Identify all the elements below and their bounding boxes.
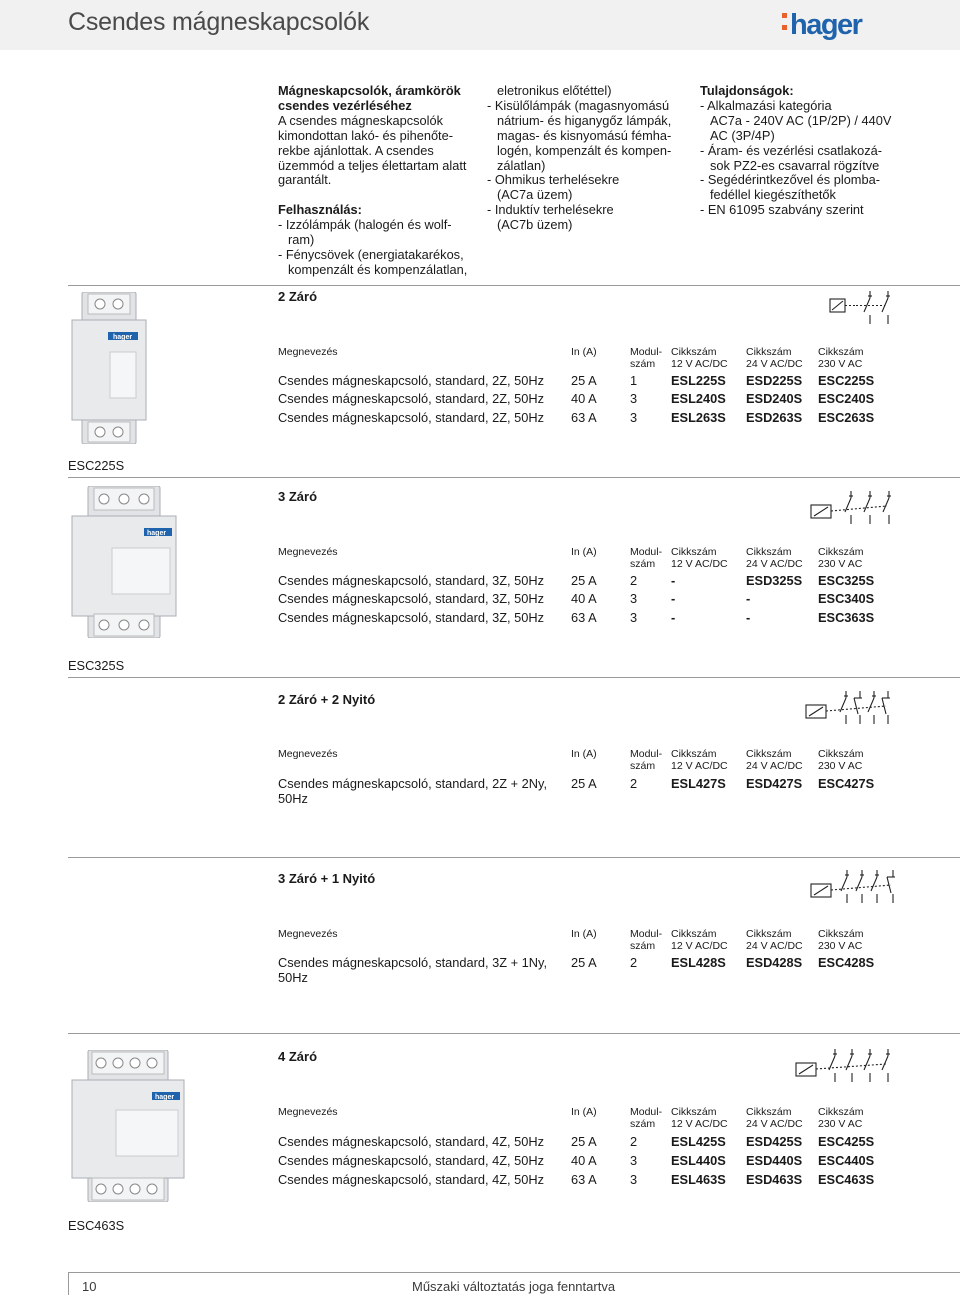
header-code-24v-sub: 24 V AC/DC — [746, 1118, 803, 1130]
header-code-24v-sub: 24 V AC/DC — [746, 940, 803, 952]
row-code-12v: - — [671, 573, 676, 588]
row-name: Csendes mágneskapcsoló, standard, 3Z, 50Hz — [278, 573, 545, 588]
row-code-230v: ESC427S — [818, 776, 875, 791]
header-modules: Modul- — [630, 546, 663, 558]
header-current: In (A) — [571, 1106, 597, 1118]
row-name: Csendes mágneskapcsoló, standard, 3Z, 50Hz — [278, 591, 545, 606]
header-modules-sub: szám — [630, 940, 656, 952]
row-modules: 3 — [630, 1153, 638, 1168]
header-current: In (A) — [571, 346, 597, 358]
header-name: Megnevezés — [278, 1106, 338, 1118]
logo-dot-bottom — [782, 25, 787, 30]
intro-line — [278, 188, 467, 203]
intro-line: logén, kompenzált és kompen- — [497, 142, 672, 158]
row-code-24v: ESD425S — [746, 1134, 803, 1149]
header-name: Megnevezés — [278, 748, 338, 760]
contact-symbol-2z — [826, 290, 896, 324]
row-code-24v: ESD325S — [746, 573, 803, 588]
product-caption: ESC225S — [68, 458, 125, 473]
row-code-24v: ESD427S — [746, 776, 803, 791]
row-code-24v: - — [746, 610, 751, 625]
row-name: Csendes mágneskapcsoló, standard, 2Z, 50Hz — [278, 391, 545, 406]
footer-note: Műszaki változtatás joga fenntartva — [412, 1279, 616, 1294]
logo-dot-top — [782, 13, 787, 18]
row-name: Csendes mágneskapcsoló, standard, 2Z, 50Hz — [278, 410, 545, 425]
intro-line: AC7a - 240V AC (1P/2P) / 440V — [710, 112, 892, 128]
row-code-230v: ESC425S — [818, 1134, 875, 1149]
row-current: 40 A — [571, 391, 597, 406]
intro-line: fedéllel kiegészíthetők — [710, 187, 836, 203]
intro-column-1 — [278, 84, 467, 278]
intro-line: garantált. — [278, 172, 332, 188]
row-modules: 1 — [630, 373, 638, 388]
intro-line: (AC7b üzem) — [497, 217, 573, 233]
row-name: Csendes mágneskapcsoló, standard, 2Z + 2Ny, — [278, 776, 547, 791]
intro-line: kompenzált és kompenzálatlan, — [288, 261, 468, 277]
row-current: 40 A — [571, 1153, 597, 1168]
header-current: In (A) — [571, 748, 597, 760]
row-code-12v: ESL240S — [671, 391, 726, 406]
header-code-24v: Cikkszám — [746, 1106, 792, 1118]
header-code-12v-sub: 12 V AC/DC — [671, 940, 728, 952]
header-code-12v: Cikkszám — [671, 928, 717, 940]
svg-text:hager: hager — [155, 1094, 175, 1101]
row-code-24v: ESD440S — [746, 1153, 803, 1168]
header-modules: Modul- — [630, 748, 663, 760]
logo-text: hager — [790, 9, 862, 41]
intro-line: - Fénycsövek (energiatakarékos, — [278, 246, 464, 262]
row-code-230v: ESC340S — [818, 591, 875, 606]
row-code-12v: ESL425S — [671, 1134, 726, 1149]
section-title: 3 Záró + 1 Nyitó — [278, 871, 376, 886]
header-code-12v-sub: 12 V AC/DC — [671, 1118, 728, 1130]
row-current: 25 A — [571, 373, 597, 388]
intro-line: - EN 61095 szabvány szerint — [700, 202, 864, 218]
row-code-230v: ESC263S — [818, 410, 875, 425]
separator — [68, 285, 960, 286]
row-code-12v: - — [671, 610, 676, 625]
intro-line: magas- és kisnyomású fémha- — [497, 127, 672, 143]
row-code-12v: ESL428S — [671, 955, 726, 970]
intro-line: Tulajdonságok: — [700, 83, 794, 98]
header-current: In (A) — [571, 928, 597, 940]
hager-logo — [780, 5, 880, 45]
intro-line: sok PZ2-es csavarral rögzítve — [710, 157, 880, 173]
row-code-24v: ESD240S — [746, 391, 803, 406]
row-code-230v: ESC240S — [818, 391, 875, 406]
intro-line: - Áram- és vezérlési csatlakozá- — [700, 142, 883, 158]
row-modules: 2 — [630, 955, 638, 970]
header-modules-sub: szám — [630, 358, 656, 370]
page-number: 10 — [82, 1279, 97, 1294]
header-code-230v: Cikkszám — [818, 1106, 864, 1118]
intro-line: csendes vezérléséhez — [278, 97, 412, 113]
header-code-24v: Cikkszám — [746, 346, 792, 358]
header-code-24v: Cikkszám — [746, 546, 792, 558]
header-code-12v-sub: 12 V AC/DC — [671, 558, 728, 570]
section-title: 4 Záró — [278, 1049, 318, 1064]
intro-line: AC (3P/4P) — [710, 127, 775, 143]
header-code-230v-sub: 230 V AC — [818, 1118, 863, 1130]
product-image-2z — [68, 292, 150, 444]
intro-line: (AC7a üzem) — [497, 187, 573, 203]
row-current: 63 A — [571, 1172, 597, 1187]
row-modules: 2 — [630, 776, 638, 791]
header-code-24v-sub: 24 V AC/DC — [746, 558, 803, 570]
header-code-230v-sub: 230 V AC — [818, 760, 863, 772]
intro-line: zálatlan) — [497, 157, 546, 173]
row-code-230v: ESC225S — [818, 373, 875, 388]
intro-line: - Segédérintkezővel és plomba- — [700, 172, 880, 188]
intro-line: kimondottan lakó- és pihenőte- — [278, 127, 453, 143]
section-title: 2 Záró + 2 Nyitó — [278, 692, 376, 707]
header-modules: Modul- — [630, 1106, 663, 1118]
contact-symbol-3z-1ny — [807, 869, 897, 903]
row-code-230v: ESC440S — [818, 1153, 875, 1168]
row-name: Csendes mágneskapcsoló, standard, 3Z + 1Ny, — [278, 955, 547, 970]
header-code-230v-sub: 230 V AC — [818, 558, 863, 570]
row-modules: 2 — [630, 573, 638, 588]
row-modules: 3 — [630, 391, 638, 406]
intro-line: - Alkalmazási kategória — [700, 97, 832, 113]
intro-line: - Induktív terhelésekre — [487, 202, 614, 218]
contact-symbol-2z-2ny — [802, 690, 895, 724]
row-name: Csendes mágneskapcsoló, standard, 3Z, 50Hz — [278, 610, 545, 625]
header-code-12v-sub: 12 V AC/DC — [671, 358, 728, 370]
row-name: Csendes mágneskapcsoló, standard, 4Z, 50Hz — [278, 1134, 545, 1149]
intro-line: - Izzólámpák (halogén és wolf- — [278, 217, 452, 233]
header-code-12v: Cikkszám — [671, 748, 717, 760]
row-code-230v: ESC325S — [818, 573, 875, 588]
row-current: 63 A — [571, 410, 597, 425]
row-name-cont: 50Hz — [278, 791, 308, 806]
row-name-cont: 50Hz — [278, 970, 308, 985]
svg-text:hager: hager — [113, 334, 133, 341]
header-code-230v-sub: 230 V AC — [818, 358, 863, 370]
header-code-24v: Cikkszám — [746, 928, 792, 940]
svg-text:hager: hager — [147, 530, 167, 537]
header-name: Megnevezés — [278, 346, 338, 358]
row-modules: 3 — [630, 1172, 638, 1187]
header-modules-sub: szám — [630, 1118, 656, 1130]
header-name: Megnevezés — [278, 928, 338, 940]
row-current: 25 A — [571, 1134, 597, 1149]
separator — [68, 1033, 960, 1034]
row-code-24v: ESD428S — [746, 955, 803, 970]
header-code-12v: Cikkszám — [671, 546, 717, 558]
row-current: 25 A — [571, 955, 597, 970]
row-code-230v: ESC463S — [818, 1172, 875, 1187]
row-code-24v: - — [746, 591, 751, 606]
separator — [68, 677, 960, 678]
section-title: 3 Záró — [278, 489, 318, 504]
separator — [68, 477, 960, 478]
row-code-24v: ESD463S — [746, 1172, 803, 1187]
row-code-12v: ESL440S — [671, 1153, 726, 1168]
row-name: Csendes mágneskapcsoló, standard, 4Z, 50Hz — [278, 1153, 545, 1168]
row-code-12v: ESL225S — [671, 373, 726, 388]
header-modules-sub: szám — [630, 558, 656, 570]
intro-line: nátrium- és higanygőz lámpák, — [497, 112, 672, 128]
header-code-24v: Cikkszám — [746, 748, 792, 760]
footer-tick — [68, 1272, 69, 1295]
row-current: 25 A — [571, 573, 597, 588]
intro-line: ram) — [288, 232, 315, 248]
product-image-3z — [68, 486, 180, 638]
row-code-230v: ESC428S — [818, 955, 875, 970]
header-current: In (A) — [571, 546, 597, 558]
page-title: Csendes mágneskapcsolók — [68, 8, 370, 36]
section-title: 2 Záró — [278, 289, 318, 304]
row-code-12v: ESL463S — [671, 1172, 726, 1187]
header-code-24v-sub: 24 V AC/DC — [746, 358, 803, 370]
row-code-24v: ESD225S — [746, 373, 803, 388]
row-modules: 2 — [630, 1134, 638, 1149]
row-modules: 3 — [630, 591, 638, 606]
intro-column-2 — [487, 84, 671, 233]
row-current: 25 A — [571, 776, 597, 791]
header-code-12v: Cikkszám — [671, 1106, 717, 1118]
header-code-230v: Cikkszám — [818, 346, 864, 358]
intro-line: A csendes mágneskapcsolók — [278, 112, 444, 128]
header-code-230v: Cikkszám — [818, 546, 864, 558]
header-modules-sub: szám — [630, 760, 656, 772]
header-code-12v-sub: 12 V AC/DC — [671, 760, 728, 772]
header-code-24v-sub: 24 V AC/DC — [746, 760, 803, 772]
row-code-12v: - — [671, 591, 676, 606]
row-code-12v: ESL263S — [671, 410, 726, 425]
intro-column-3 — [700, 84, 891, 218]
intro-line: Felhasználás: — [278, 202, 362, 218]
intro-line: - Kisülőlámpák (magasnyomású — [487, 97, 670, 113]
row-modules: 3 — [630, 410, 638, 425]
product-image-4z — [68, 1050, 186, 1202]
intro-line: eletronikus előtéttel) — [497, 83, 612, 98]
header-code-230v-sub: 230 V AC — [818, 940, 863, 952]
product-caption: ESC325S — [68, 658, 125, 673]
intro-line: üzemmód a teljes élettartam alatt — [278, 157, 467, 173]
row-name: Csendes mágneskapcsoló, standard, 4Z, 50Hz — [278, 1172, 545, 1187]
contact-symbol-4z — [792, 1048, 895, 1082]
product-caption: ESC463S — [68, 1218, 125, 1233]
contact-symbol-3z — [807, 490, 895, 524]
row-modules: 3 — [630, 610, 638, 625]
row-current: 63 A — [571, 610, 597, 625]
row-current: 40 A — [571, 591, 597, 606]
header-code-230v: Cikkszám — [818, 928, 864, 940]
intro-line: Mágneskapcsolók, áramkörök — [278, 83, 461, 98]
row-code-230v: ESC363S — [818, 610, 875, 625]
header-modules: Modul- — [630, 928, 663, 940]
header-code-12v: Cikkszám — [671, 346, 717, 358]
row-code-12v: ESL427S — [671, 776, 726, 791]
row-name: Csendes mágneskapcsoló, standard, 2Z, 50Hz — [278, 373, 545, 388]
header-code-230v: Cikkszám — [818, 748, 864, 760]
separator — [68, 857, 960, 858]
footer-rule — [68, 1272, 960, 1273]
row-code-24v: ESD263S — [746, 410, 803, 425]
intro-line: - Ohmikus terhelésekre — [487, 172, 620, 188]
header-modules: Modul- — [630, 346, 663, 358]
intro-line: rekbe ajánlottak. A csendes — [278, 142, 434, 158]
header-name: Megnevezés — [278, 546, 338, 558]
